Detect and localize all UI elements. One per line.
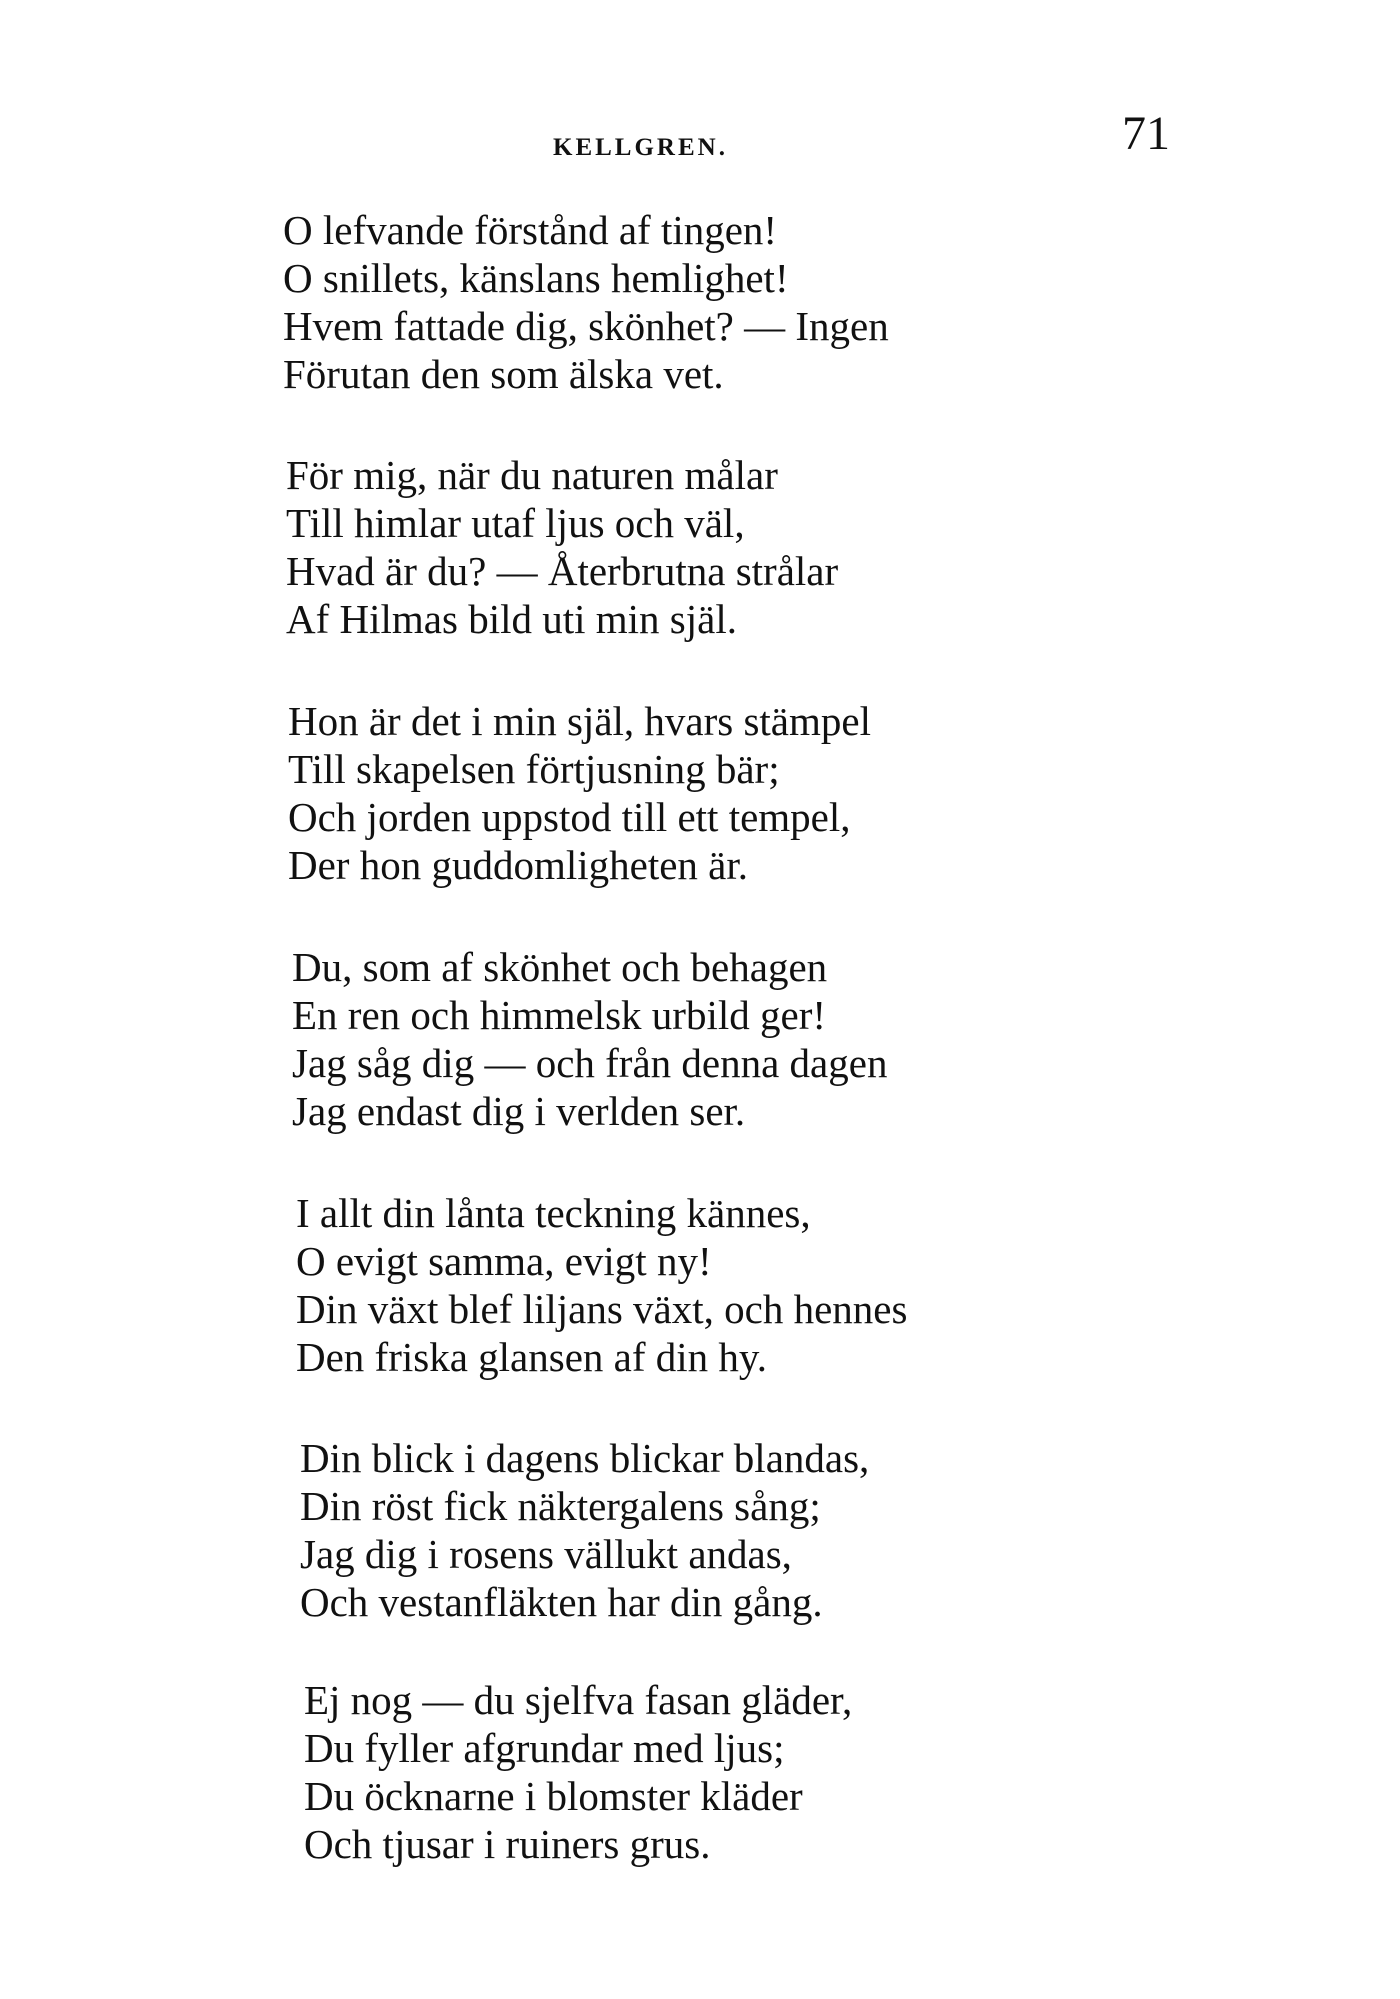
verse-line: Jag såg dig — och från denna dagen [292,1040,888,1086]
stanza-6 [300,1434,869,1626]
verse-line: Jag endast dig i verlden ser. [292,1088,746,1134]
verse-line: Der hon guddomligheten är. [288,842,749,888]
verse-line: Ej nog — du sjelfva fasan gläder, [304,1677,853,1723]
verse-line: Hon är det i min själ, hvars stämpel [288,698,871,744]
verse-line: Den friska glansen af din hy. [296,1334,767,1380]
verse-line: Din växt blef liljans växt, och hennes [296,1286,908,1332]
verse-line: Du öcknarne i blomster kläder [304,1773,803,1819]
stanza-3 [288,697,871,889]
verse-line: En ren och himmelsk urbild ger! [292,992,827,1038]
verse-line: Till himlar utaf ljus och väl, [286,500,745,546]
stanza-4 [292,943,887,1135]
stanza-5 [296,1189,907,1381]
verse-line: I allt din lånta teckning kännes, [296,1190,811,1236]
verse-line: Och jorden uppstod till ett tempel, [288,794,851,840]
verse-line: Din blick i dagens blickar blandas, [300,1435,870,1481]
verse-line: Du, som af skönhet och behagen [292,944,828,990]
verse-line: Till skapelsen förtjusning bär; [288,746,780,792]
verse-line: Och tjusar i ruiners grus. [304,1821,711,1867]
verse-line: Jag dig i rosens vällukt andas, [300,1531,792,1577]
verse-line: Förutan den som älska vet. [283,351,724,397]
verse-line: Hvem fattade dig, skönhet? — Ingen [283,303,889,349]
page-number: 71 [1122,107,1170,160]
verse-line: Och vestanfläkten har din gång. [300,1579,823,1625]
verse-line: O snillets, känslans hemlighet! [283,255,789,301]
stanza-7 [304,1676,852,1868]
verse-line: För mig, när du naturen målar [286,452,778,498]
stanza-1 [283,206,889,398]
running-head: KELLGREN. [553,134,728,161]
verse-line: Af Hilmas bild uti min själ. [286,596,737,642]
verse-line: Hvad är du? — Återbrutna strålar [286,548,839,594]
verse-line: O evigt samma, evigt ny! [296,1238,712,1284]
verse-line: Du fyller afgrundar med ljus; [304,1725,785,1771]
stanza-2 [286,451,838,643]
verse-line: Din röst fick näktergalens sång; [300,1483,821,1529]
verse-line: O lefvande förstånd af tingen! [283,207,778,253]
